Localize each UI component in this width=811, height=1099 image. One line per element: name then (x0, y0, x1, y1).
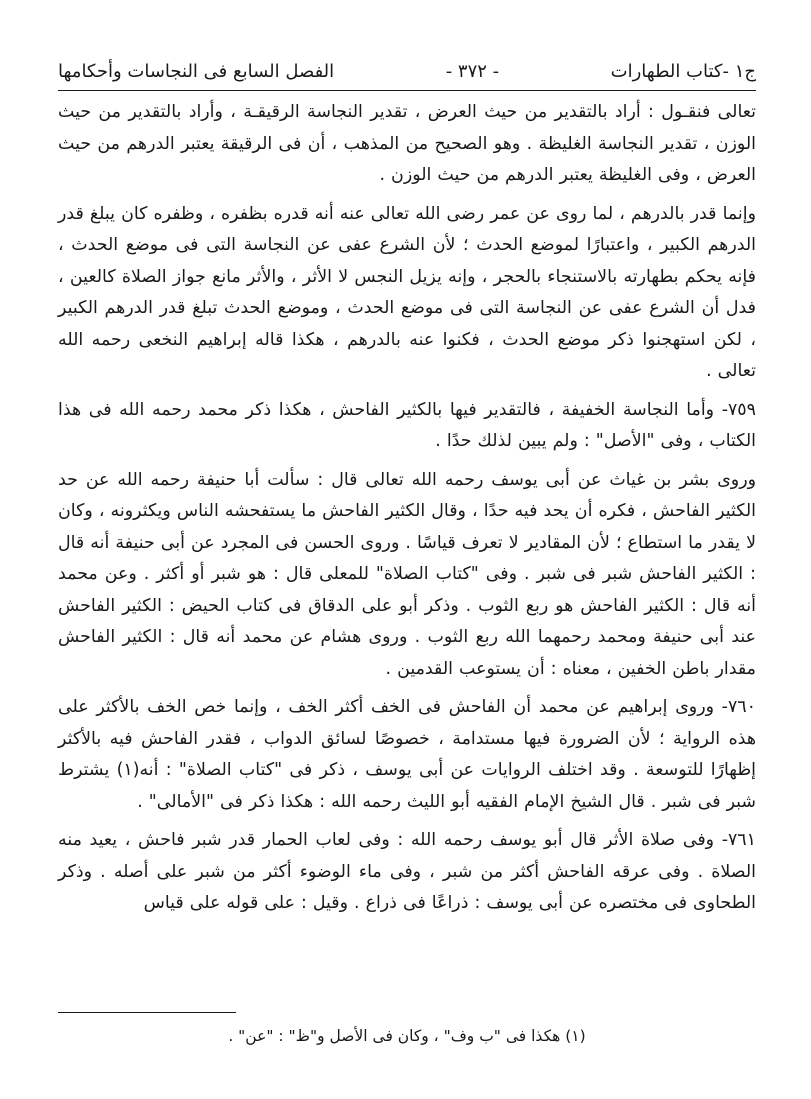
paragraph-1: تعالى فنقـول : أراد بالتقدير من حيث العرض ، تقدير النجاسة الرقيقـة ، وأراد بالتقدير من حيث الوزن ، تقدير النجاسة الغليظة . وهو الصحيح من المذهب ، أن فى الرقيقة يعتبر الدرهم من حيث العرض ، وفى الغليظة يعتبر الدرهم من حيث الوزن . (58, 102, 756, 185)
paragraph-759: ٧٥٩- وأما النجاسة الخفيفة ، فالتقدير فيها بالكثير الفاحش ، هكذا ذكر محمد رحمه الله فى هذا الكتاب ، وفى "الأصل" : ولم يبين لذلك حدًا . (58, 399, 756, 451)
body-text (58, 97, 756, 920)
volume-book-title: ج١ -كتاب الطهارات (610, 61, 756, 82)
book-page (58, 58, 756, 1058)
paragraph-761: ٧٦١- وفى صلاة الأثر قال أبو يوسف رحمه الله : وفى لعاب الحمار قدر شبر فاحش ، يعيد منه الصلاة . وفى عرقه الفاحش أكثر من شبر ، وفى ماء الوضوء أكثر من شبر على أصله . وذكر الطحاوى فى مختصره عن أبى يوسف : ذراعًا فى ذراع . وقيل : على قوله على قياس (58, 830, 756, 913)
header-rule (58, 90, 756, 91)
paragraph-760: ٧٦٠- وروى إبراهيم عن محمد أن الفاحش فى الخف أكثر الخف ، وإنما خص الخف بالأكثر على هذه الرواية ؛ لأن الضرورة فيها مستدامة ، خصوصًا لسائق الدواب ، فقدر الفاحش فيه بالأكثر إظهارًا للتوسعة . وقد اختلف الروايات عن أبى يوسف ، ذكر فى "كتاب الصلاة" : أنه(١) يشترط شبر فى شبر . قال الشيخ الإمام الفقيه أبو الليث رحمه الله : هكذا ذكر فى "الأمالى" . (58, 697, 757, 812)
chapter-title: الفصل السابع فى النجاسات وأحكامها (58, 61, 335, 82)
page-header (58, 58, 756, 86)
page-number: - ٣٧٢ - (445, 61, 500, 82)
footnote: (١) هكذا فى "ب وف" ، وكان فى الأصل و"ظ" : "عن" . (228, 1027, 586, 1045)
footnote-rule (58, 1012, 236, 1013)
paragraph-2: وإنما قدر بالدرهم ، لما روى عن عمر رضى الله تعالى عنه أنه قدره بظفره ، وظفره كان يبلغ قدر الدرهم الكبير ، واعتبارًا لموضع الحدث ؛ لأن الشرع عفى عن النجاسة التى فى موضع الحدث ، فإنه يحكم بطهارته بالاستنجاء بالحجر ، وإنه يزيل النجس لا الأثر ، والأثر مانع جواز الصلاة كالعين ، فدل أن الشرع عفى عن النجاسة التى فى موضع الحدث ، وموضع الحدث تبلغ قدر الدرهم الكبير ، لكن استهجنوا ذكر موضع الحدث ، فكنوا عنه بالدرهم ، هكذا قاله إبراهيم النخعى رحمه الله تعالى . (58, 203, 756, 381)
paragraph-4: وروى بشر بن غياث عن أبى يوسف رحمه الله تعالى قال : سألت أبا حنيفة رحمه الله عن حد الكثير الفاحش ، فكره أن يحد فيه حدًا ، وقال الكثير الفاحش ما يستفحشه الناس ويكثرونه ، وكان لا يقدر ما استطاع ؛ لأن المقادير لا تعرف قياسًا . وروى الحسن فى المجرد عن أبى حنيفة أنه قال : الكثير الفاحش شبر فى شبر . وفى "كتاب الصلاة" للمعلى قال : هو شبر أو أكثر . وعن محمد أنه قال : الكثير الفاحش هو ربع الثوب . وذكر أبو على الدقاق فى كتاب الحيض : الكثير الفاحش عند أبى حنيفة ومحمد رحمهما الله ربع الثوب . وروى هشام عن محمد أنه قال : الكثير الفاحش مقدار باطن الخفين ، معناه : أن يستوعب القدمين . (58, 469, 756, 679)
